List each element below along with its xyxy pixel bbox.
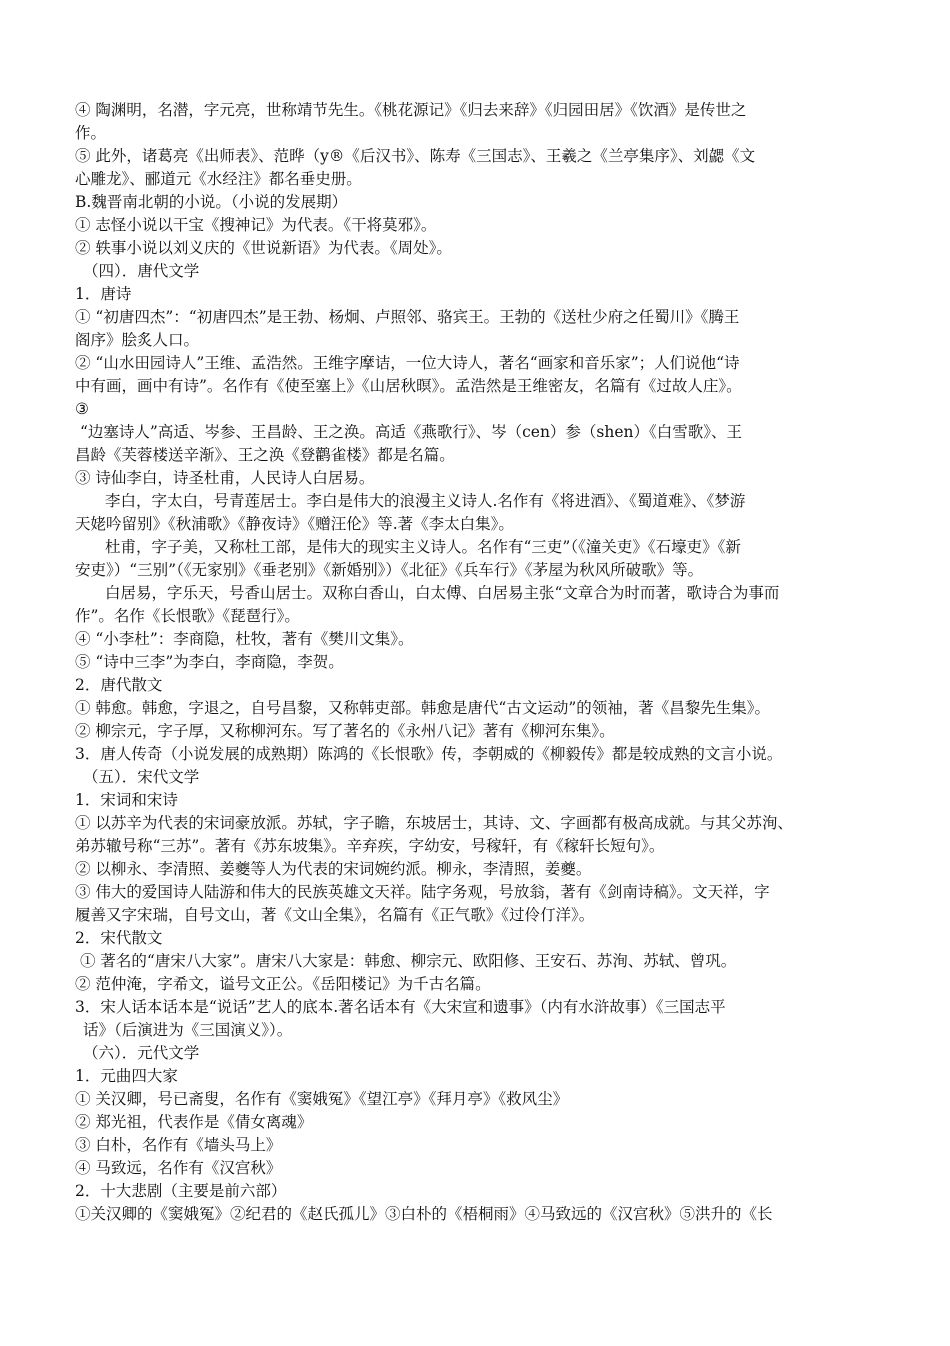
text-line: 白居易，字乐天，号香山居士。双称白香山，白太傅、白居易主张“文章合为时而著，歌诗合为事而 xyxy=(105,584,780,602)
text-line: 作。 xyxy=(75,124,107,142)
text-line: ①关汉卿的《窦娥冤》②纪君的《赵氏孤儿》③白朴的《梧桐雨》④马致远的《汉宫秋》⑤洪升的《长 xyxy=(75,1205,773,1223)
text-line: 弟苏辙号称“三苏”。著有《苏东坡集》。辛弃疾，字幼安，号稼轩，有《稼轩长短句》。 xyxy=(75,837,665,855)
text-line: ③ 诗仙李白，诗圣杜甫，人民诗人白居易。 xyxy=(75,469,375,487)
text-line: 心雕龙》、郦道元《水经注》都名垂史册。 xyxy=(75,170,362,188)
text-line: 阁序》脍炙人口。 xyxy=(75,331,200,349)
text-line: ② 郑光祖，代表作是《倩女离魂》 xyxy=(75,1113,313,1131)
text-line: ② “山水田园诗人”王维、孟浩然。王维字摩诘，一位大诗人，著名“画家和音乐家”；人们说他“诗 xyxy=(75,354,740,372)
text-line: 安吏》）“三别”（《无家别》《垂老别》《新婚别》）《北征》《兵车行》《茅屋为秋风所破歌》等。 xyxy=(75,561,704,579)
text-line: ① 关汉卿，号已斋叟，名作有《窦娥冤》《望江亭》《拜月亭》《救风尘》 xyxy=(75,1090,569,1108)
text-line: ② 范仲淹，字希文，谥号文正公。《岳阳楼记》为千古名篇。 xyxy=(75,975,491,993)
text-line: ② 柳宗元，字子厚，又称柳河东。写了著名的《永州八记》著有《柳河东集》。 xyxy=(75,722,615,740)
text-line: 1．唐诗 xyxy=(75,285,132,303)
text-line: 中有画，画中有诗”。名作有《使至塞上》《山居秋暝》。孟浩然是王维密友，名篇有《过故人庄》。 xyxy=(75,377,742,395)
text-line: （五）．宋代文学 xyxy=(83,768,200,786)
text-line: ④ 陶渊明，名潜，字元亮，世称靖节先生。《桃花源记》《归去来辞》《归园田居》《饮酒》是传世之 xyxy=(75,101,747,119)
text-line: “边塞诗人”高适、岑参、王昌龄、王之涣。高适《燕歌行》、岑（cen）参（shen）《白雪歌》、王 xyxy=(80,423,743,441)
text-line: ② 以柳永、李清照、姜夔等人为代表的宋词婉约派。柳永，李清照，姜夔。 xyxy=(75,860,592,878)
text-line: ⑤ “诗中三李”为李白，李商隐，李贺。 xyxy=(75,653,344,671)
text-line: ① 志怪小说以干宝《搜神记》为代表。《干将莫邪》。 xyxy=(75,216,437,234)
text-line: B.魏晋南北朝的小说。（小说的发展期） xyxy=(75,193,348,211)
text-line: ① “初唐四杰”：“初唐四杰”是王勃、杨炯、卢照邻、骆宾王。王勃的《送杜少府之任蜀川》《腾王 xyxy=(75,308,740,326)
text-line: 2．十大悲剧（主要是前六部） xyxy=(75,1182,287,1200)
text-line: ④ “小李杜”：李商隐，杜牧，著有《樊川文集》。 xyxy=(75,630,414,648)
text-line: ③ 伟大的爱国诗人陆游和伟大的民族英雄文天祥。陆字务观，号放翁，著有《剑南诗稿》。文天祥，字 xyxy=(75,883,770,901)
text-line: 话》（后演进为《三国演义》）。 xyxy=(83,1021,293,1039)
text-line: ① 以苏辛为代表的宋词豪放派。苏轼，字子瞻，东坡居士，其诗、文、字画都有极高成就。与其父苏洵、 xyxy=(75,814,793,832)
text-line: 杜甫，字子美，又称杜工部，是伟大的现实主义诗人。名作有“三吏”（《潼关吏》《石壕吏》《新 xyxy=(105,538,741,556)
text-line: 1．元曲四大家 xyxy=(75,1067,178,1085)
text-line: 天姥吟留别》《秋浦歌》《静夜诗》《赠汪伦》等.著《李太白集》。 xyxy=(75,515,514,533)
text-line: ② 轶事小说以刘义庆的《世说新语》为代表。《周处》。 xyxy=(75,239,452,257)
text-line: 2．唐代散文 xyxy=(75,676,163,694)
text-line: ③ xyxy=(75,400,89,418)
text-line: 2．宋代散文 xyxy=(75,929,163,947)
text-line: 3．宋人话本话本是“说话”艺人的底本.著名话本有《大宋宣和遗事》（内有水浒故事）《三国志平 xyxy=(75,998,726,1016)
text-line: 1．宋词和宋诗 xyxy=(75,791,178,809)
text-line: 昌龄《芙蓉楼送辛渐》、王之涣《登鹳雀楼》都是名篇。 xyxy=(75,446,455,464)
text-line: 3．唐人传奇（小说发展的成熟期）陈鸿的《长恨歌》传，李朝威的《柳毅传》都是较成熟的文言小说。 xyxy=(75,745,783,763)
text-line: ① 韩愈。韩愈，字退之，自号昌黎，又称韩吏部。韩愈是唐代“古文运动”的领袖，著《昌黎先生集》。 xyxy=(75,699,771,717)
text-line: （四）．唐代文学 xyxy=(83,262,200,280)
text-line: 履善又字宋瑞，自号文山，著《文山全集》，名篇有《正气歌》《过伶仃洋》。 xyxy=(75,906,595,924)
text-line: 李白，字太白，号青莲居士。李白是伟大的浪漫主义诗人.名作有《将进酒》、《蜀道难》、《梦游 xyxy=(105,492,746,510)
text-line: 作”。名作《长恨歌》《琵琶行》。 xyxy=(75,607,300,625)
text-line: （六）．元代文学 xyxy=(83,1044,200,1062)
text-line: ① 著名的“唐宋八大家”。唐宋八大家是：韩愈、柳宗元、欧阳修、王安石、苏洵、苏轼、曾巩。 xyxy=(80,952,737,970)
text-line: ③ 白朴，名作有《墙头马上》 xyxy=(75,1136,282,1154)
text-line: ④ 马致远，名作有《汉宫秋》 xyxy=(75,1159,282,1177)
document-page xyxy=(75,99,895,1226)
text-line: ⑤ 此外，诸葛亮《出师表》、范晔（y®《后汉书》、陈寿《三国志》、王羲之《兰亭集序》、刘勰《文 xyxy=(75,147,756,165)
